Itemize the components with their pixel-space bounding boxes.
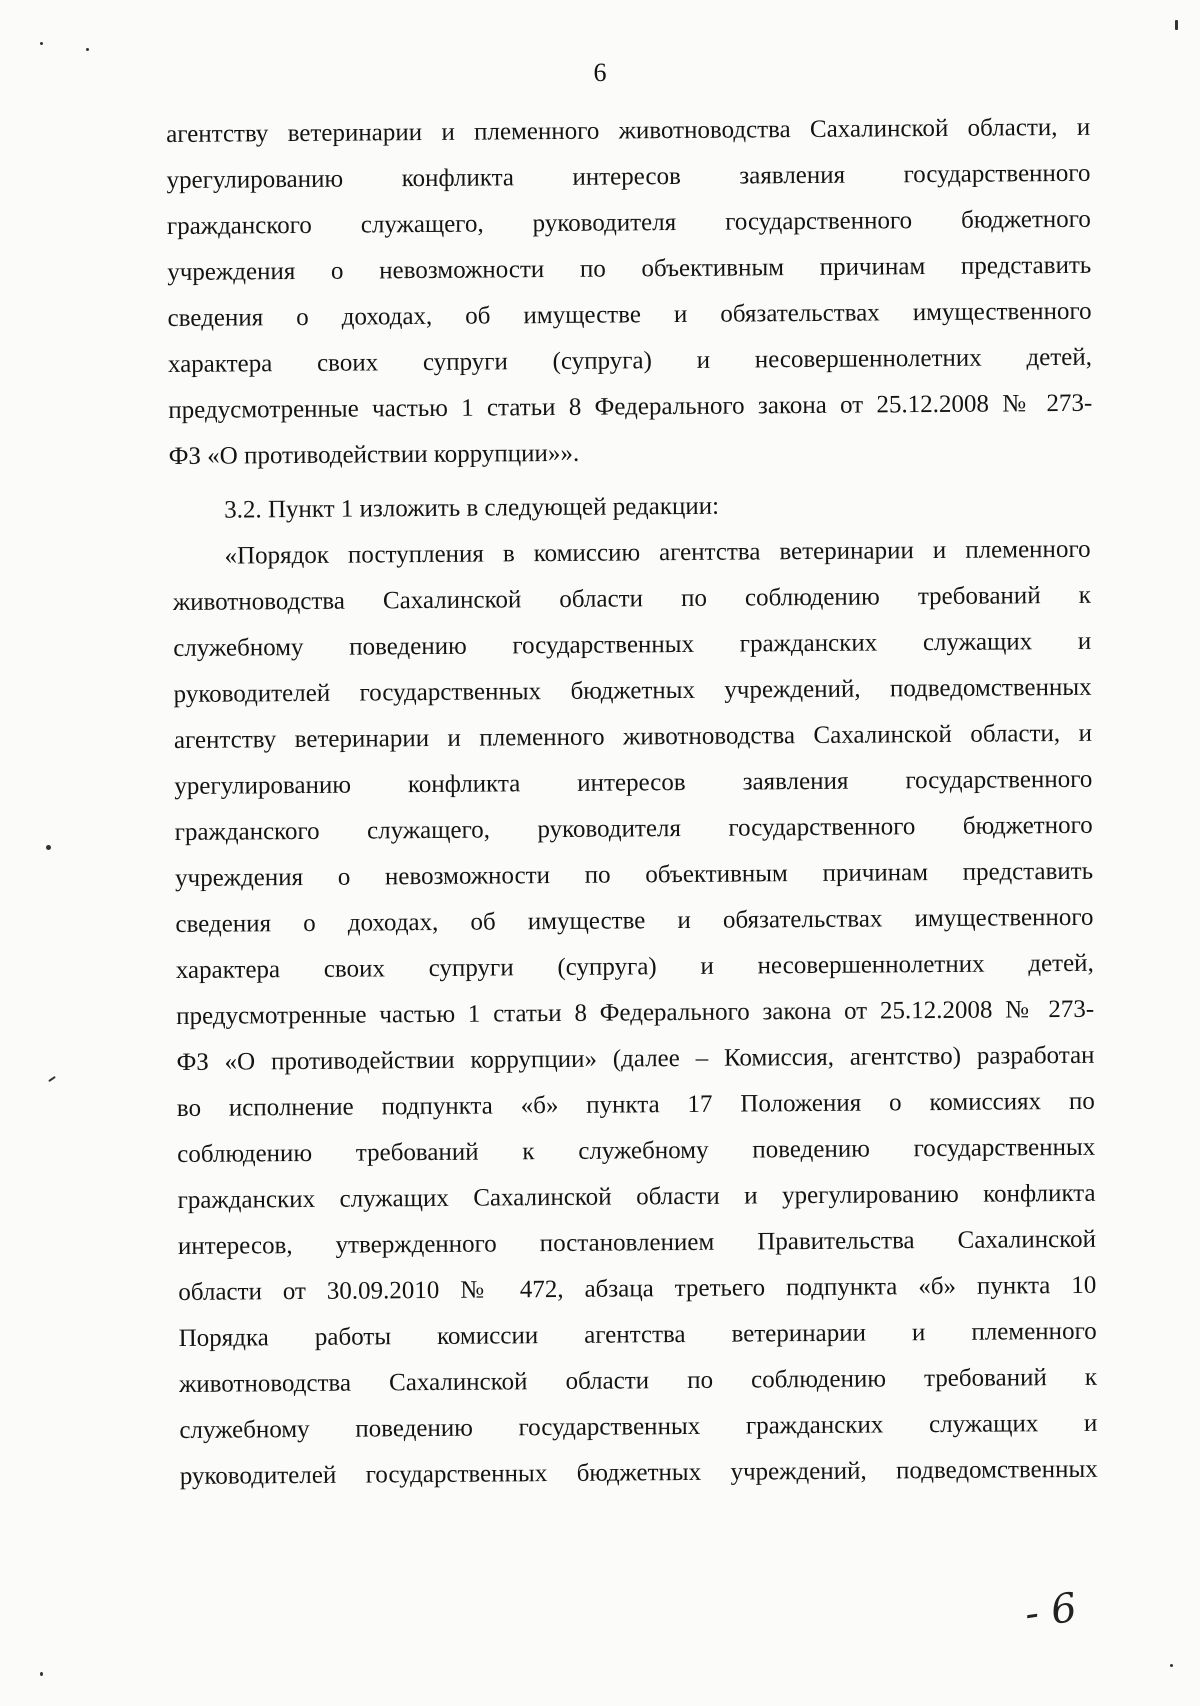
text-line: области от 30.09.2010 № 472, абзаца третьего подпункта «б» пункта 10 [178, 1271, 1097, 1306]
text-line: урегулированию конфликта интересов заявления государственного [166, 159, 1091, 194]
page-number: 6 [593, 58, 607, 87]
text-line: интересов, утвержденного постановлением Правительства Сахалинской [177, 1225, 1097, 1260]
text-line: животноводства Сахалинской области по соблюдению требований к [178, 1363, 1098, 1398]
text-line: гражданского служащего, руководителя государственного бюджетного [166, 205, 1091, 240]
text-line: агентству ветеринарии и племенного животноводства Сахалинской области, и [173, 719, 1093, 754]
text-line: характера своих супруги (супруга) и несовершеннолетних детей, [167, 343, 1093, 378]
text-line: предусмотренные частью 1 статьи 8 Федерального закона от 25.12.2008 № 273- [176, 995, 1095, 1030]
text-line: руководителей государственных бюджетных учреждений, подведомственных [173, 673, 1092, 708]
handwritten-page-mark: - 6 [1022, 1584, 1080, 1638]
text-line: учреждения о невозможности по объективным причинам представить [167, 251, 1092, 286]
text-line: учреждения о невозможности по объективным причинам представить [174, 857, 1094, 892]
text-line: «Порядок поступления в комиссию агентства ветеринарии и племенного [224, 535, 1091, 570]
text-line: во исполнение подпункта «б» пункта 17 Положения о комиссиях по [176, 1087, 1095, 1122]
text-line: предусмотренные частью 1 статьи 8 Федерального закона от 25.12.2008 № 273- [168, 389, 1093, 424]
text-line: сведения о доходах, об имуществе и обязательствах имущественного [167, 297, 1092, 332]
text-line: ФЗ «О противодействии коррупции» (далее – Комиссия, агентство) разработан [176, 1041, 1095, 1076]
section-heading-3-2: 3.2. Пункт 1 изложить в следующей редакции: [224, 492, 720, 524]
text-line: урегулированию конфликта интересов заявления государственного [174, 765, 1093, 800]
scan-speck [40, 1672, 43, 1676]
scan-speck [1170, 1664, 1173, 1667]
paragraph-continuation [166, 105, 1093, 480]
text-line: ФЗ «О противодействии коррупции»». [168, 439, 580, 470]
text-line: животноводства Сахалинской области по соблюдению требований к [172, 581, 1091, 616]
scan-speck [46, 845, 51, 850]
scan-speck [40, 42, 43, 45]
scan-speck [48, 1076, 56, 1082]
text-line: сведения о доходах, об имуществе и обязательствах имущественного [175, 903, 1094, 938]
text-line: служебному поведению государственных гражданских служащих и [179, 1409, 1098, 1444]
scan-speck [86, 48, 89, 51]
text-line: служебному поведению государственных гражданских служащих и [173, 627, 1092, 662]
text-line: соблюдению требований к служебному поведению государственных [177, 1133, 1096, 1168]
text-line: агентству ветеринарии и племенного животноводства Сахалинской области, и [166, 113, 1091, 148]
scan-speck [1175, 20, 1178, 30]
text-line: гражданского служащего, руководителя государственного бюджетного [174, 811, 1093, 846]
text-line: Порядка работы комиссии агентства ветеринарии и племенного [178, 1317, 1097, 1352]
paragraph-amendment [172, 481, 1098, 1500]
text-line: руководителей государственных бюджетных учреждений, подведомственных [179, 1455, 1098, 1490]
text-line: гражданских служащих Сахалинской области и урегулированию конфликта [177, 1179, 1096, 1214]
text-line: характера своих супруги (супруга) и несовершеннолетних детей, [175, 949, 1094, 984]
